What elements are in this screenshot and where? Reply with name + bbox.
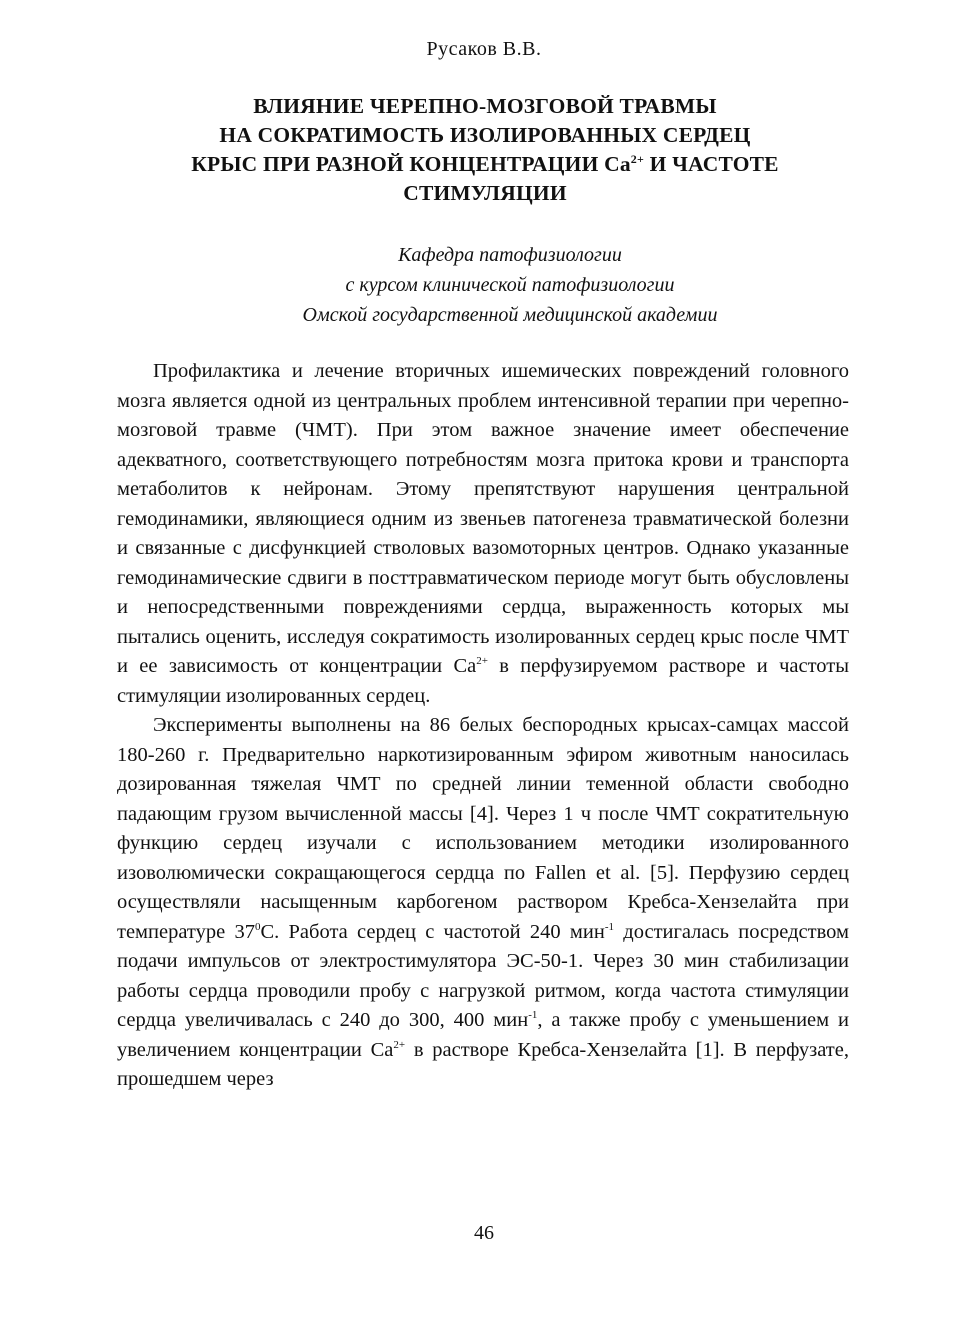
title-line-2: НА СОКРАТИМОСТЬ ИЗОЛИРОВАННЫХ СЕРДЕЦ bbox=[219, 123, 751, 147]
affiliation-line-3: Омской государственной медицинской академии bbox=[302, 304, 718, 326]
paragraph-1-part-1: Профилактика и лечение вторичных ишемических повреждений головного мозга является одной из центральных проблем интенсивной терапии при черепно-мозговой травме (ЧМТ). При этом важное значение имеет обеспечение адекватного, соответствующего потребностям мозга притока крови и транспорта метаболитов к нейронам. Этому препятствуют нарушения центральной гемодинамики, являющиеся одним из звеньев патогенеза травматической болезни и связанные с дисфункцией стволовых вазомоторных центров. Однако указанные гемодинамические сдвиги в посттравматическом периоде могут быть обусловлены и непосредственными повреждениями сердца, выраженность которых мы пытались оценить, исследуя сократимость изолированных сердец крыс после ЧМТ и ее зависимость от концентрации Ca bbox=[117, 360, 849, 677]
paragraph-2-part-1: Эксперименты выполнены на 86 белых беспородных крысах-самцах массой 180-260 г. Предварительно наркотизированным эфиром животным наносилась дозированная тяжелая ЧМТ по средней линии теменной области свободно падающим грузом вычисленной массы [4]. Через 1 ч после ЧМТ сократительную функцию сердец изучали с использованием методики изолированного изоволюмически сокращающегося сердца по Fallen et al. [5]. Перфузию сердец осуществляли насыщенным карбогеном раствором Кребса-Хензелайта при температуре 37 bbox=[117, 714, 849, 943]
title-line-1: ВЛИЯНИЕ ЧЕРЕПНО-МОЗГОВОЙ ТРАВМЫ bbox=[253, 94, 717, 118]
title-line-3-end: И ЧАСТОТЕ bbox=[644, 152, 779, 176]
title-line-4: СТИМУЛЯЦИИ bbox=[403, 181, 567, 205]
paragraph-2-part-3: достигалась посредством подачи импульсов от электростимулятора ЭС-50-1. Через 30 мин стабилизации работы сердца проводили пробу с нагрузкой ритмом, когда частота стимуляции сердца увеличивалась с 240 до 300, 400 мин bbox=[117, 920, 849, 1031]
title-line-3 bbox=[110, 150, 860, 179]
paragraph-2 bbox=[117, 711, 849, 1095]
paragraph-1-superscript: 2+ bbox=[476, 655, 488, 667]
affiliation-line-1: Кафедра патофизиологии bbox=[398, 244, 622, 266]
paragraph-2-part-4: , а также пробу с уменьшением и увеличением концентрации Ca bbox=[117, 1009, 849, 1061]
paragraph-2-part-5: в растворе Кребса-Хензелайта [1]. В перфузате, прошедшем через bbox=[117, 1038, 849, 1090]
paragraph-2-superscript-2: -1 bbox=[604, 920, 615, 933]
author-name: Русаков В.В. bbox=[426, 38, 542, 60]
paragraph-1-part-2: в перфузируемом растворе и частоты стимуляции изолированных сердец. bbox=[117, 655, 849, 707]
title-line-3-start: КРЫС ПРИ РАЗНОЙ КОНЦЕНТРАЦИИ Ca bbox=[191, 152, 631, 176]
paragraph-2-superscript-3: -1 bbox=[528, 1009, 538, 1021]
paragraph-2-part-2: С. Работа сердец с частотой 240 мин bbox=[260, 920, 605, 943]
page-number: 46 bbox=[474, 1222, 494, 1244]
paragraph-1 bbox=[117, 357, 849, 711]
affiliation-line-2: с курсом клинической патофизиологии bbox=[345, 274, 675, 296]
body-text bbox=[117, 357, 849, 1095]
affiliation bbox=[200, 240, 820, 330]
article-title bbox=[110, 92, 860, 208]
paragraph-2-superscript-1: 0 bbox=[254, 920, 261, 933]
paragraph-2-superscript-4: 2+ bbox=[393, 1038, 406, 1051]
title-line-3-superscript: 2+ bbox=[630, 152, 645, 166]
